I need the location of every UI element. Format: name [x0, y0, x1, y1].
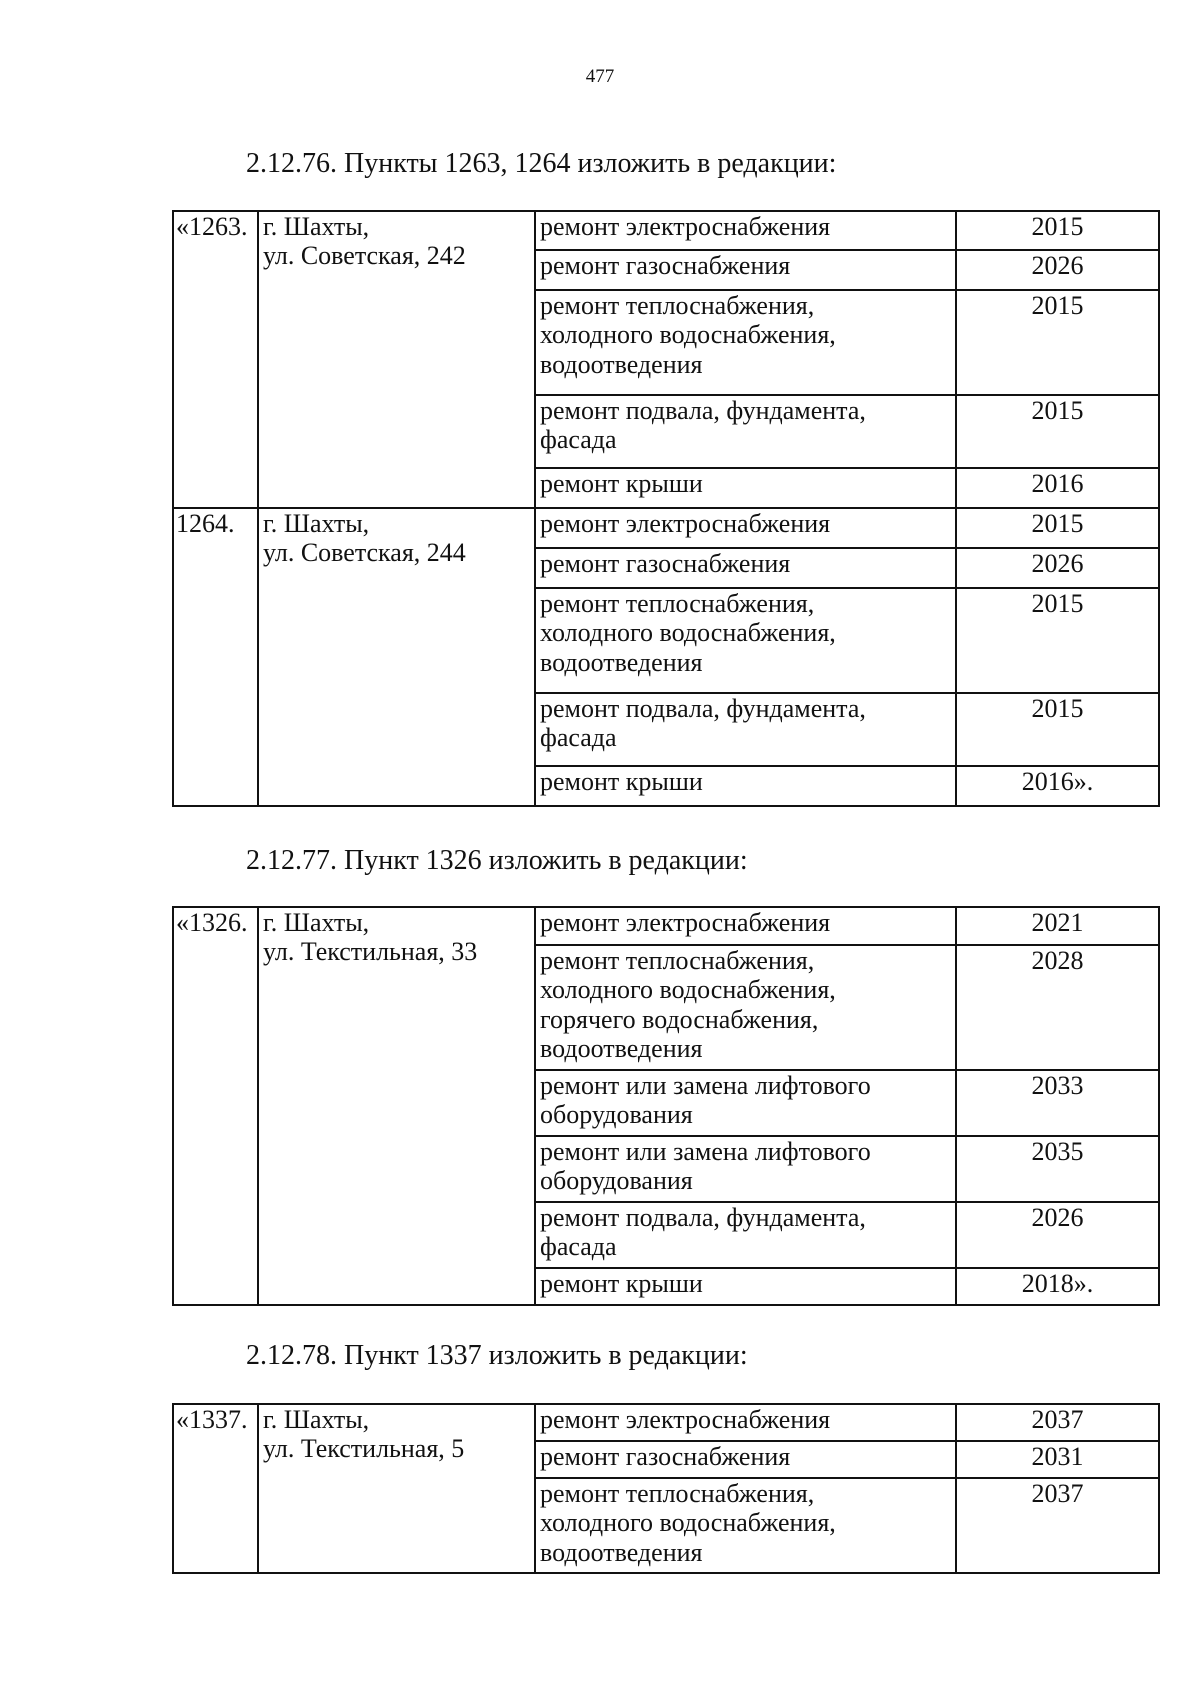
item-address: г. Шахты, ул. Текстильная, 33: [258, 907, 535, 1305]
work-year: 2026: [956, 1202, 1159, 1268]
item-number: 1264.: [173, 508, 258, 806]
work-year: 2015: [956, 693, 1159, 766]
work-type: ремонт подвала, фундамента, фасада: [535, 693, 956, 766]
work-year: 2028: [956, 945, 1159, 1070]
table-row: [173, 508, 1159, 548]
work-year: 2015: [956, 395, 1159, 468]
work-year: 2015: [956, 588, 1159, 693]
work-type: ремонт теплоснабжения, холодного водоснабжения, водоотведения: [535, 290, 956, 395]
page-number: 477: [585, 66, 615, 87]
work-type: ремонт теплоснабжения, холодного водоснабжения, водоотведения: [535, 588, 956, 693]
work-year: 2016: [956, 468, 1159, 508]
work-year: 2026: [956, 548, 1159, 588]
work-year: 2018».: [956, 1268, 1159, 1305]
work-type: ремонт теплоснабжения, холодного водоснабжения, горячего водоснабжения, водоотведения: [535, 945, 956, 1070]
work-type: ремонт подвала, фундамента, фасада: [535, 1202, 956, 1268]
work-type: ремонт или замена лифтового оборудования: [535, 1070, 956, 1136]
work-year: 2015: [956, 290, 1159, 395]
work-year: 2016».: [956, 766, 1159, 806]
work-type: ремонт электроснабжения: [535, 907, 956, 945]
work-year: 2035: [956, 1136, 1159, 1202]
work-type: ремонт или замена лифтового оборудования: [535, 1136, 956, 1202]
work-type: ремонт газоснабжения: [535, 250, 956, 290]
section-heading-2-12-77: 2.12.77. Пункт 1326 изложить в редакции:: [246, 845, 748, 876]
table-row: [173, 907, 1159, 945]
work-type: ремонт теплоснабжения, холодного водоснабжения, водоотведения: [535, 1478, 956, 1573]
work-type: ремонт электроснабжения: [535, 211, 956, 250]
section-heading-2-12-76: 2.12.76. Пункты 1263, 1264 изложить в редакции:: [246, 148, 837, 179]
item-number: «1263.: [173, 211, 258, 508]
work-type: ремонт газоснабжения: [535, 1441, 956, 1478]
item-number: «1337.: [173, 1404, 258, 1573]
section-heading-2-12-78: 2.12.78. Пункт 1337 изложить в редакции:: [246, 1340, 748, 1371]
work-year: 2033: [956, 1070, 1159, 1136]
work-year: 2015: [956, 508, 1159, 548]
work-year: 2015: [956, 211, 1159, 250]
section-table-2-12-76: [172, 210, 1160, 807]
item-address: г. Шахты, ул. Текстильная, 5: [258, 1404, 535, 1573]
work-year: 2021: [956, 907, 1159, 945]
item-address: г. Шахты, ул. Советская, 242: [258, 211, 535, 508]
work-year: 2026: [956, 250, 1159, 290]
work-type: ремонт крыши: [535, 766, 956, 806]
work-year: 2031: [956, 1441, 1159, 1478]
work-type: ремонт крыши: [535, 468, 956, 508]
section-table-2-12-77: [172, 906, 1160, 1306]
work-year: 2037: [956, 1478, 1159, 1573]
work-type: ремонт электроснабжения: [535, 508, 956, 548]
section-table-2-12-78: [172, 1403, 1160, 1574]
item-address: г. Шахты, ул. Советская, 244: [258, 508, 535, 806]
work-type: ремонт крыши: [535, 1268, 956, 1305]
table-row: [173, 211, 1159, 250]
work-type: ремонт подвала, фундамента, фасада: [535, 395, 956, 468]
table-row: [173, 1404, 1159, 1441]
work-year: 2037: [956, 1404, 1159, 1441]
item-number: «1326.: [173, 907, 258, 1305]
work-type: ремонт электроснабжения: [535, 1404, 956, 1441]
work-type: ремонт газоснабжения: [535, 548, 956, 588]
